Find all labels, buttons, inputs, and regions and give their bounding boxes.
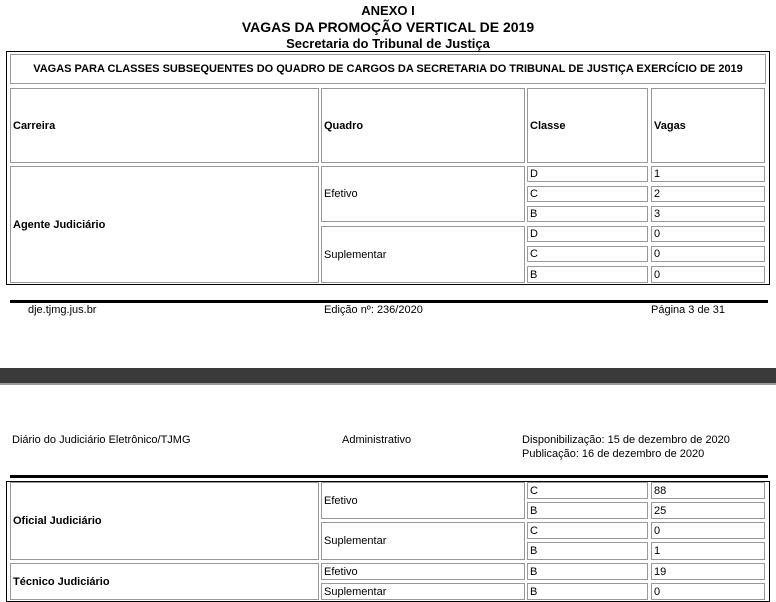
vagas-cell: 1	[651, 542, 765, 560]
availability-date: Disponibilização: 15 de dezembro de 2020	[522, 434, 730, 446]
carreira-tecnico: Técnico Judiciário	[10, 563, 319, 600]
quadro-oficial-efetivo: Efetivo	[321, 482, 525, 519]
page-separator-edge	[0, 383, 776, 385]
vagas-cell: 2	[651, 186, 765, 202]
header-carreira: Carreira	[10, 88, 319, 163]
classe-cell: B	[527, 502, 648, 519]
classe-cell: D	[527, 226, 648, 242]
page-separator	[0, 368, 776, 383]
classe-cell: C	[527, 482, 648, 499]
vagas-cell: 0	[651, 522, 765, 539]
vagas-cell: 0	[651, 226, 765, 242]
journal-name: Diário do Judiciário Eletrônico/TJMG	[12, 434, 191, 446]
classe-cell: B	[527, 563, 648, 580]
annex-label: ANEXO I	[361, 3, 415, 18]
classe-cell: B	[527, 583, 648, 600]
classe-cell: C	[527, 186, 648, 202]
header-quadro: Quadro	[321, 88, 525, 163]
footer-site: dje.tjmg.jus.br	[28, 304, 97, 316]
vagas-cell: 19	[651, 563, 765, 580]
classe-cell: D	[527, 166, 648, 182]
quadro-tecnico-efetivo: Efetivo	[321, 563, 525, 580]
header-classe: Classe	[527, 88, 648, 163]
classe-cell: C	[527, 522, 648, 539]
footer-rule	[10, 300, 768, 303]
vagas-cell: 88	[651, 482, 765, 499]
classe-cell: B	[527, 542, 648, 560]
footer-page: Página 3 de 31	[651, 304, 726, 316]
header-rule	[10, 475, 768, 478]
classe-cell: B	[527, 206, 648, 222]
quadro-agente-efetivo: Efetivo	[321, 166, 525, 222]
publication-date: Publicação: 16 de dezembro de 2020	[522, 448, 705, 460]
table-caption	[10, 54, 766, 84]
table-caption-text: VAGAS PARA CLASSES SUBSEQUENTES DO QUADRO DE CARGOS DA SECRETARIA DO TRIBUNAL DE JUSTIÇA EXERCÍCIO DE 2019	[33, 63, 743, 75]
vagas-cell: 0	[651, 246, 765, 262]
carreira-oficial: Oficial Judiciário	[10, 482, 319, 560]
document-subtitle: Secretaria do Tribunal de Justiça	[286, 36, 490, 51]
vagas-cell: 25	[651, 502, 765, 519]
quadro-tecnico-suplementar: Suplementar	[321, 583, 525, 600]
vagas-cell: 0	[651, 583, 765, 600]
header-vagas: Vagas	[651, 88, 765, 163]
quadro-agente-suplementar: Suplementar	[321, 226, 525, 283]
section-name: Administrativo	[342, 434, 412, 446]
document-title: VAGAS DA PROMOÇÃO VERTICAL DE 2019	[241, 19, 535, 35]
classe-cell: B	[527, 266, 648, 283]
vagas-cell: 1	[651, 166, 765, 182]
carreira-agente: Agente Judiciário	[10, 166, 319, 283]
classe-cell: C	[527, 246, 648, 262]
vagas-cell: 0	[651, 266, 765, 283]
quadro-oficial-suplementar: Suplementar	[321, 522, 525, 560]
footer-edition: Edição nº: 236/2020	[324, 304, 423, 316]
vagas-cell: 3	[651, 206, 765, 222]
